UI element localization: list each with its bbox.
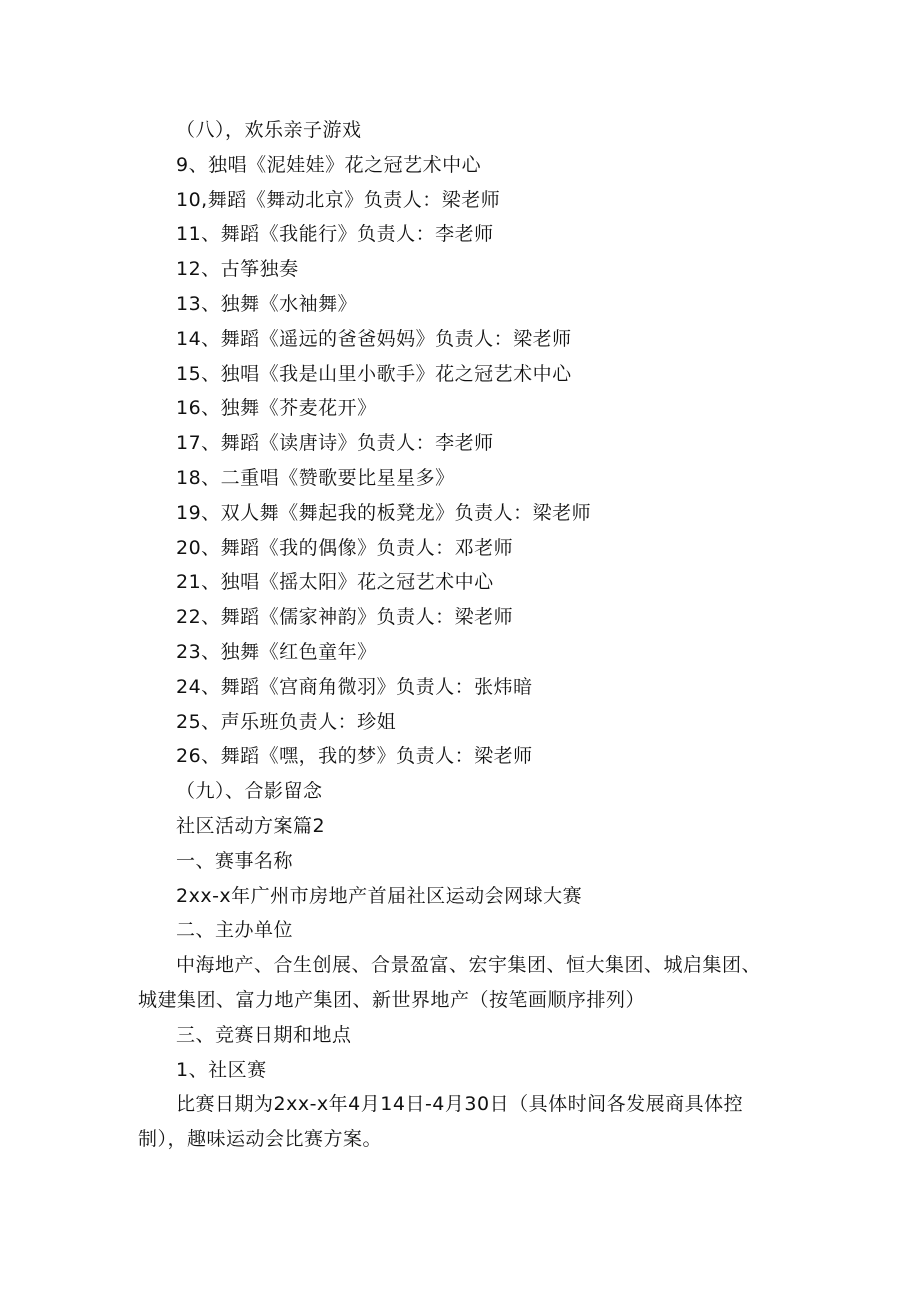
text-line: 19、双人舞《舞起我的板凳龙》负责人：梁老师 bbox=[176, 501, 592, 524]
text-line: 15、独唱《我是山里小歌手》花之冠艺术中心 bbox=[176, 362, 572, 385]
text-line: 26、舞蹈《嘿，我的梦》负责人：梁老师 bbox=[176, 745, 533, 768]
text-line: 1、社区赛 bbox=[176, 1058, 267, 1081]
text-line: 14、舞蹈《遥远的爸爸妈妈》负责人：梁老师 bbox=[176, 327, 572, 350]
text-line: 25、声乐班负责人：珍姐 bbox=[176, 710, 397, 733]
section-heading: 三、竞赛日期和地点 bbox=[176, 1023, 352, 1046]
text-line: 16、独舞《芥麦花开》 bbox=[176, 397, 377, 420]
organizers-paragraph-line-1: 中海地产、合生创展、合景盈富、宏宇集团、恒大集团、城启集团、 bbox=[176, 954, 762, 977]
text-line: （八），欢乐亲子游戏 bbox=[176, 119, 362, 141]
date-paragraph-line-1: 比赛日期为2xx-x年4月14日-4月30日（具体时间各发展商具体控 bbox=[176, 1093, 744, 1116]
document-section-title: 社区活动方案篇2 bbox=[176, 814, 326, 837]
text-line: 23、独舞《红色童年》 bbox=[176, 640, 377, 663]
date-paragraph-line-2: 制），趣味运动会比赛方案。 bbox=[138, 1128, 383, 1151]
organizers-paragraph-line-2: 城建集团、富力地产集团、新世界地产（按笔画顺序排列） bbox=[138, 988, 646, 1011]
text-line: 18、二重唱《赞歌要比星星多》 bbox=[176, 466, 455, 489]
section-heading: （九）、合影留念 bbox=[176, 780, 323, 803]
text-line: 21、独唱《摇太阳》花之冠艺术中心 bbox=[176, 571, 494, 594]
section-heading: 一、赛事名称 bbox=[176, 849, 294, 872]
text-line: 24、舞蹈《宫商角微羽》负责人：张炜暗 bbox=[176, 675, 533, 698]
text-line: 10,舞蹈《舞动北京》负责人：梁老师 bbox=[176, 188, 501, 211]
text-line: 20、舞蹈《我的偶像》负责人：邓老师 bbox=[176, 536, 514, 559]
text-line: 9、独唱《泥娃娃》花之冠艺术中心 bbox=[176, 153, 482, 176]
text-line: 22、舞蹈《儒家神韵》负责人：梁老师 bbox=[176, 606, 514, 629]
text-line: 11、舞蹈《我能行》负责人：李老师 bbox=[176, 223, 494, 246]
text-line: 13、独舞《水袖舞》 bbox=[176, 292, 358, 315]
text-line: 17、舞蹈《读唐诗》负责人：李老师 bbox=[176, 432, 494, 455]
document-body bbox=[138, 113, 788, 1157]
text-line: 2xx-x年广州市房地产首届社区运动会网球大赛 bbox=[176, 884, 583, 907]
section-heading: 二、主办单位 bbox=[176, 919, 294, 942]
text-line: 12、古筝独奏 bbox=[176, 258, 299, 281]
